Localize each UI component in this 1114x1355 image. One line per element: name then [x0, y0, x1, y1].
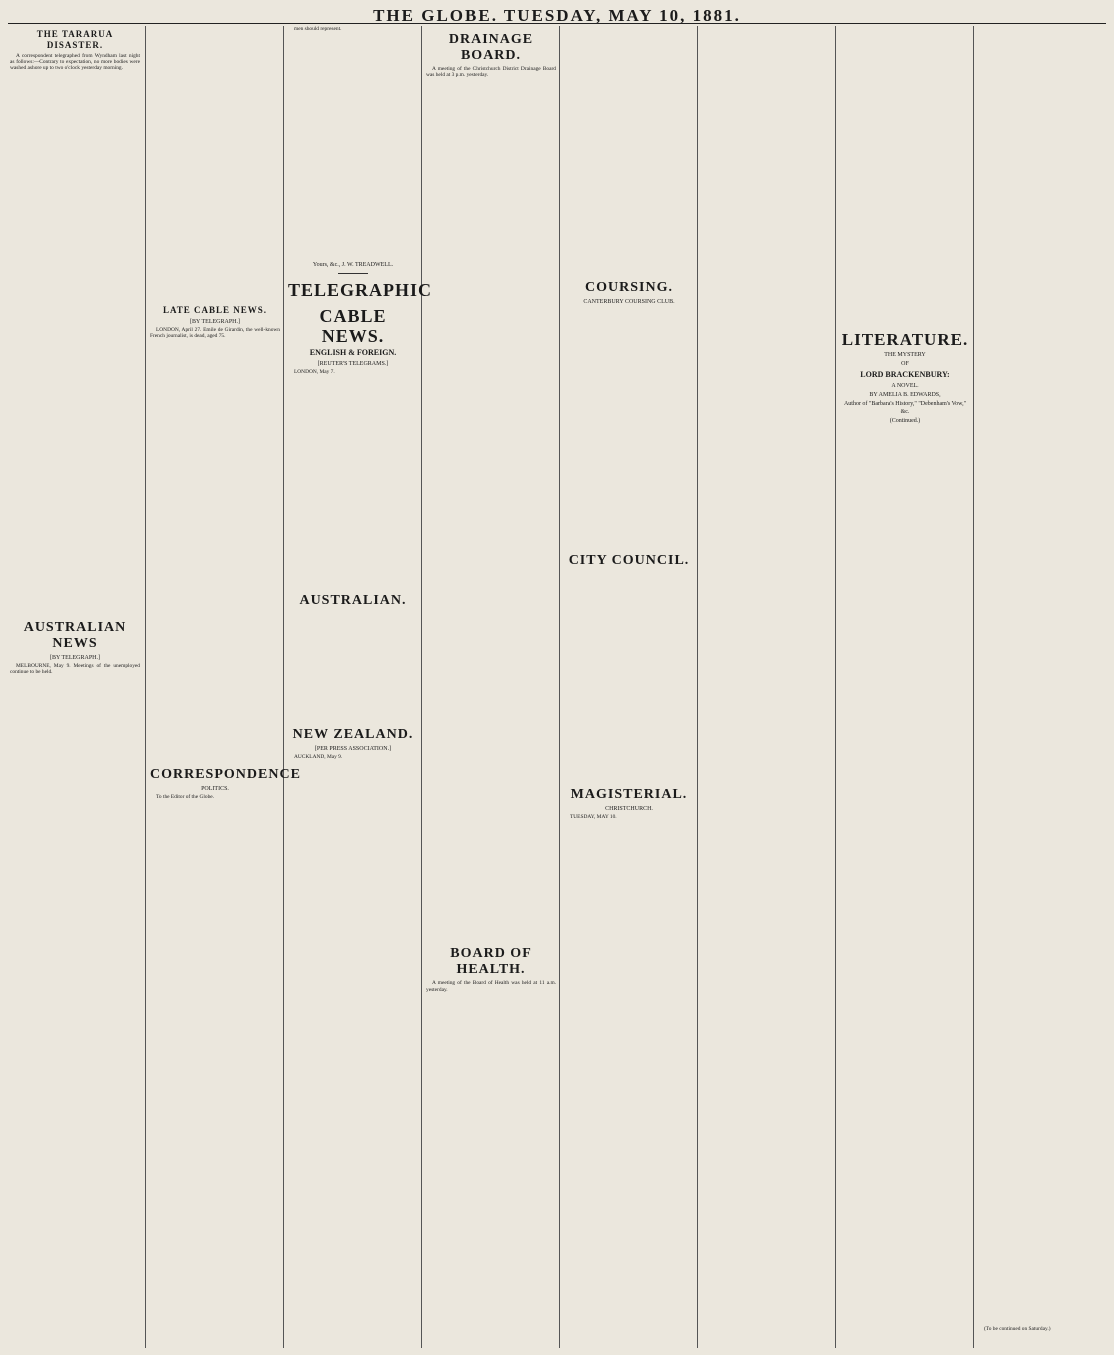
- coursing-heading: COURSING.: [585, 280, 673, 295]
- column-5: [564, 26, 694, 1348]
- column-8: [978, 26, 1108, 1348]
- city-council-heading: CITY COUNCIL.: [568, 553, 690, 568]
- correspondence-text: To the Editor of the Globe.: [156, 794, 215, 801]
- drainage-board-heading: DRAINAGE BOARD.: [448, 32, 534, 63]
- australian-news-heading: AUSTRALIAN NEWS: [23, 619, 127, 651]
- magisterial-heading: MAGISTERIAL.: [570, 787, 688, 802]
- australian-news-text: MELBOURNE, May 9. Meetings of the unemployed continue to be held.: [10, 662, 140, 675]
- australian-news-subheading: [BY TELEGRAPH.]: [50, 654, 100, 661]
- letter-signature: Yours, &c., J. W. TREADWELL.: [312, 262, 394, 269]
- new-zealand-heading: NEW ZEALAND.: [292, 727, 414, 743]
- correspondence-heading: CORRESPONDENCE: [150, 767, 301, 783]
- author-works-line: Author of "Barbara's History," "Debenham's Vow," &c.: [843, 401, 967, 415]
- late-cable-heading: LATE CABLE NEWS.: [162, 305, 268, 315]
- english-foreign-heading: ENGLISH & FOREIGN.: [309, 348, 397, 358]
- cable-news-heading: CABLE NEWS.: [319, 306, 387, 347]
- drainage-board-text: A meeting of the Christchurch District Drainage Board was held at 3 p.m. yesterday.: [426, 66, 556, 79]
- novel-subheading: A NOVEL.: [891, 383, 919, 389]
- literature-heading: LITERATURE.: [841, 330, 969, 349]
- continued-note: (Continued.): [889, 418, 921, 424]
- london-dateline: LONDON, May 7.: [294, 369, 335, 376]
- column-rule: [283, 26, 284, 1348]
- correspondence-subheading: POLITICS.: [201, 786, 229, 793]
- masthead-title: THE GLOBE. TUESDAY, MAY 10, 1881.: [373, 6, 741, 25]
- masthead-rule: [8, 23, 1106, 24]
- column-rule: [145, 26, 146, 1348]
- author-line: BY AMELIA B. EDWARDS,: [869, 392, 941, 398]
- column-2: [150, 26, 301, 1348]
- column-3: [288, 26, 433, 1348]
- column-rule: [559, 26, 560, 1348]
- tararua-text: A correspondent telegraphed from Wyndham last night as follows:—Contrary to expectation, no more bodies were washed ashore up to two o'clock yesterday morning.: [10, 53, 140, 72]
- auckland-dateline: AUCKLAND, May 9.: [294, 754, 343, 761]
- telegraphic-heading: TELEGRAPHIC: [288, 280, 433, 301]
- magisterial-subheading: CHRISTCHURCH.: [605, 806, 653, 812]
- board-of-health-heading: BOARD OF HEALTH.: [450, 946, 532, 978]
- col3-intro-text: men should represent.: [294, 26, 342, 32]
- column-4: [426, 26, 556, 1348]
- press-association-subheading: [PER PRESS ASSOCIATION.]: [314, 746, 392, 753]
- separator: [338, 273, 368, 274]
- column-rule: [835, 26, 836, 1348]
- reuter-subheading: [REUTER'S TELEGRAMS.]: [317, 361, 389, 368]
- australian-heading: AUSTRALIAN.: [299, 593, 407, 609]
- mystery-subheading: THE MYSTERY: [884, 352, 926, 358]
- tararua-heading: THE TARARUA DISASTER.: [36, 29, 114, 50]
- late-cable-text: LONDON, April 27. Emile de Girardin, the well-known French journalist, is dead, aged 75.: [150, 327, 280, 340]
- late-cable-subheading: [BY TELEGRAPH.]: [190, 319, 240, 325]
- magisterial-dateline: TUESDAY, MAY 10.: [570, 814, 617, 820]
- lord-brackenbury-heading: LORD BRACKENBURY:: [860, 370, 950, 379]
- column-7: [840, 26, 970, 1348]
- to-be-continued-note: (To be continued on Saturday.): [984, 1326, 1051, 1332]
- board-of-health-text: A meeting of the Board of Health was held at 11 a.m. yesterday.: [426, 980, 556, 993]
- column-rule: [973, 26, 974, 1348]
- coursing-subheading: CANTERBURY COURSING CLUB.: [583, 299, 675, 305]
- of-subheading: OF: [901, 361, 909, 367]
- column-rule: [697, 26, 698, 1348]
- column-1: [10, 26, 140, 1348]
- column-6: [702, 26, 832, 1348]
- column-rule: [421, 26, 422, 1348]
